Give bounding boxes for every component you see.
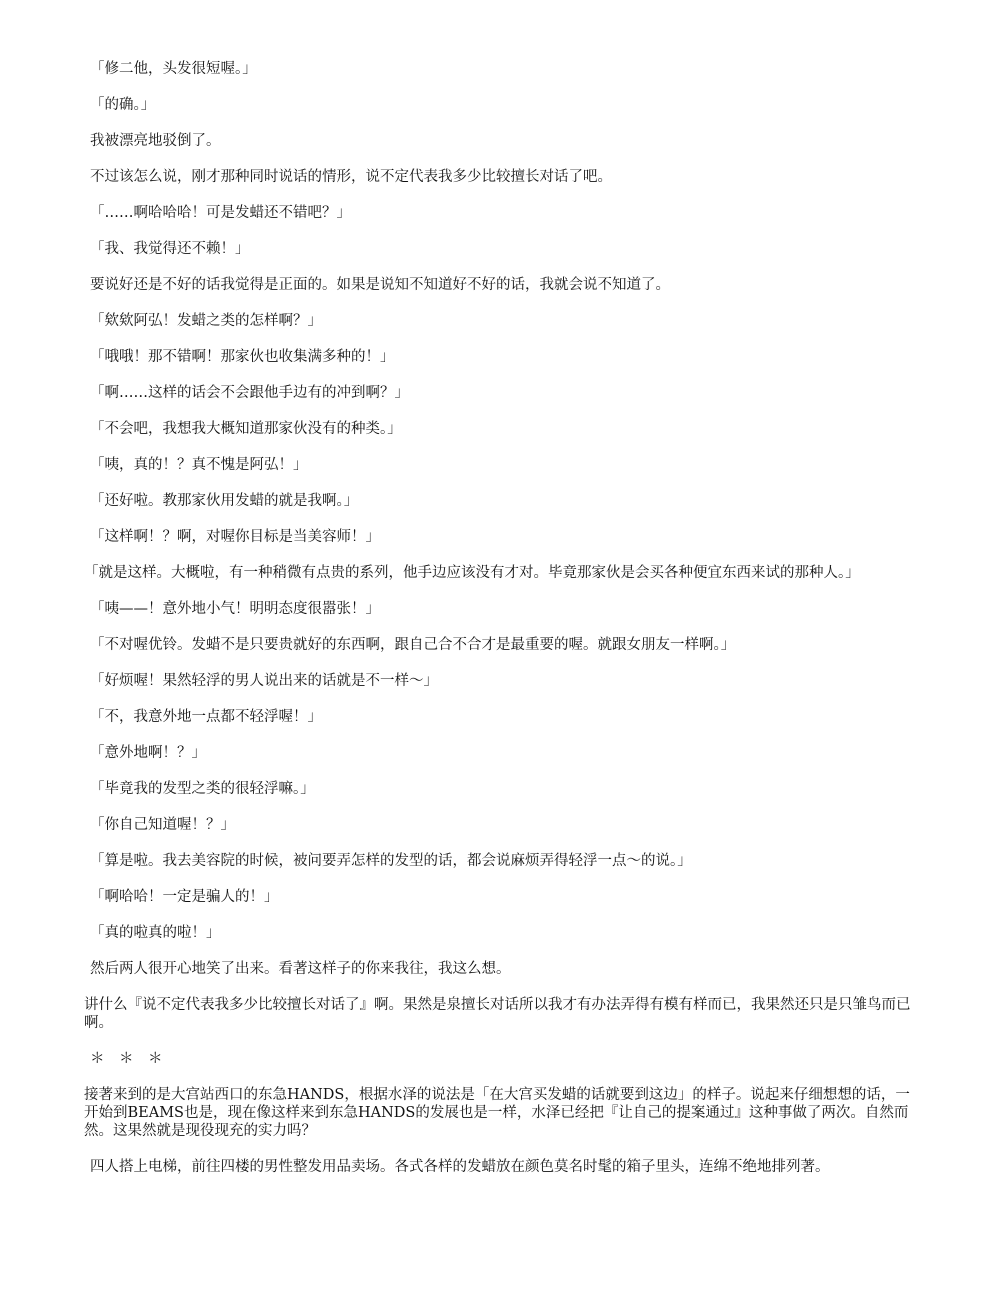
document-page: [84, 60, 920, 1194]
paragraph: 「咦，真的！？真不愧是阿弘！」: [90, 457, 308, 473]
paragraph: 「……啊哈哈哈！可是发蜡还不错吧？」: [90, 205, 351, 221]
paragraph: 接著来到的是大宫站西口的东急HANDS，根据水泽的说法是「在大宫买发蜡的话就要到这边」的样子。说起来仔细想想的话，一开始到BEAMS也是，现在像这样来到东急HANDS的发展也是一样，水泽已经把『让自己的提案通过』这种事做了两次。自然而然。这果然就是现役现充的实力吗？: [84, 1087, 910, 1139]
paragraph: 「就是这样。大概啦，有一种稍微有点贵的系列，他手边应该没有才对。毕竟那家伙是会买各种便宜东西来试的那种人。」: [84, 565, 860, 581]
paragraph: 要说好还是不好的话我觉得是正面的。如果是说知不知道好不好的话，我就会说不知道了。: [90, 277, 670, 293]
paragraph: 然后两人很开心地笑了出来。看著这样子的你来我往，我这么想。: [90, 961, 511, 977]
paragraph: 「还好啦。教那家伙用发蜡的就是我啊。」: [90, 493, 359, 509]
paragraph: 「我、我觉得还不赖！」: [90, 241, 250, 257]
paragraph: 「不，我意外地一点都不轻浮喔！」: [90, 709, 322, 725]
paragraph: 「啊……这样的话会不会跟他手边有的冲到啊？」: [90, 385, 409, 401]
paragraph: 「好烦喔！果然轻浮的男人说出来的话就是不一样～」: [90, 673, 438, 689]
paragraph: 「这样啊！？啊，对喔你目标是当美容师！」: [90, 529, 380, 545]
paragraph: 「你自己知道喔！？」: [90, 817, 235, 833]
paragraph: 「不会吧，我想我大概知道那家伙没有的种类。」: [90, 421, 402, 437]
paragraph: 不过该怎么说，刚才那种同时说话的情形，说不定代表我多少比较擅长对话了吧。: [90, 169, 612, 185]
paragraph: 「修二他，头发很短喔。」: [90, 61, 257, 77]
paragraph: 四人搭上电梯，前往四楼的男性整发用品卖场。各式各样的发蜡放在颜色莫名时髦的箱子里头，连绵不绝地排列著。: [90, 1159, 830, 1175]
paragraph: 讲什么『说不定代表我多少比较擅长对话了』啊。果然是泉擅长对话所以我才有办法弄得有模有样而已，我果然还只是只雏鸟而已啊。: [84, 997, 911, 1031]
paragraph: 「的确。」: [90, 97, 156, 113]
paragraph: 「咦——！意外地小气！明明态度很嚣张！」: [90, 601, 380, 617]
paragraph: 「意外地啊！？」: [90, 745, 206, 761]
section-divider: ＊ ＊ ＊: [90, 1051, 163, 1067]
paragraph: 「真的啦真的啦！」: [90, 925, 221, 941]
paragraph: 「算是啦。我去美容院的时候，被问要弄怎样的发型的话，都会说麻烦弄得轻浮一点～的说。」: [90, 853, 692, 869]
paragraph: 「哦哦！那不错啊！那家伙也收集满多种的！」: [90, 349, 395, 365]
paragraph: 「毕竟我的发型之类的很轻浮嘛。」: [90, 781, 315, 797]
paragraph: 我被漂亮地驳倒了。: [90, 133, 221, 149]
paragraph: 「不对喔优铃。发蜡不是只要贵就好的东西啊，跟自己合不合才是最重要的喔。就跟女朋友一样啊。」: [90, 637, 736, 653]
paragraph: 「啊哈哈！一定是骗人的！」: [90, 889, 279, 905]
paragraph: 「欸欸阿弘！发蜡之类的怎样啊？」: [90, 313, 322, 329]
